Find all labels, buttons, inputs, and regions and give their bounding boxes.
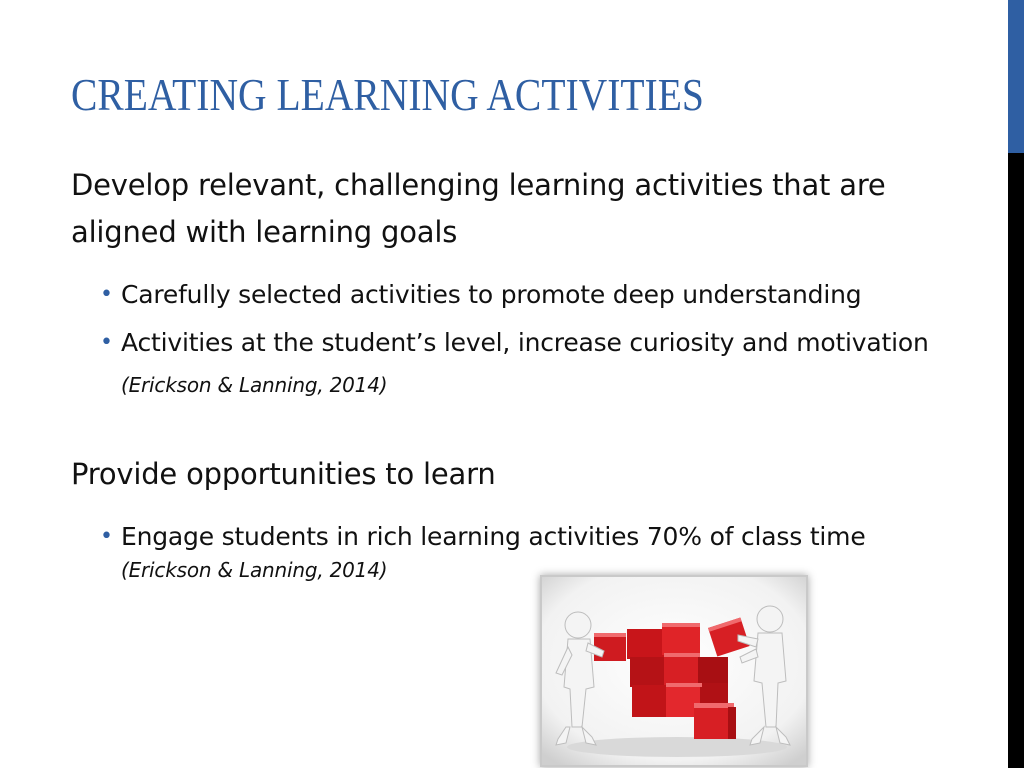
bullet-list-develop (100, 274, 980, 413)
bullet-icon: • (100, 330, 113, 355)
accent-bar (1008, 0, 1024, 153)
bullet-icon: • (100, 282, 113, 307)
cubes-figure-art (542, 577, 806, 765)
bullet-text: Carefully selected activities to promote deep understanding (121, 280, 862, 309)
bullet-item (100, 274, 980, 315)
side-bar (1008, 153, 1024, 768)
citation: (Erickson & Lanning, 2014) (121, 558, 388, 582)
citation: (Erickson & Lanning, 2014) (121, 373, 388, 397)
bullet-icon: • (100, 524, 113, 549)
bullet-item (100, 516, 980, 583)
section-heading-develop: Develop relevant, challenging learning activities that are aligned with learning goals (71, 168, 886, 249)
bullet-text: Activities at the student’s level, increase curiosity and motivation (121, 328, 929, 357)
bullet-text: Engage students in rich learning activities 70% of class time (121, 522, 866, 551)
bullet-item (100, 322, 980, 406)
cubes-illustration (540, 575, 808, 767)
slide-title: CREATING LEARNING ACTIVITIES (71, 69, 704, 120)
section-heading-opportunities: Provide opportunities to learn (71, 457, 496, 491)
